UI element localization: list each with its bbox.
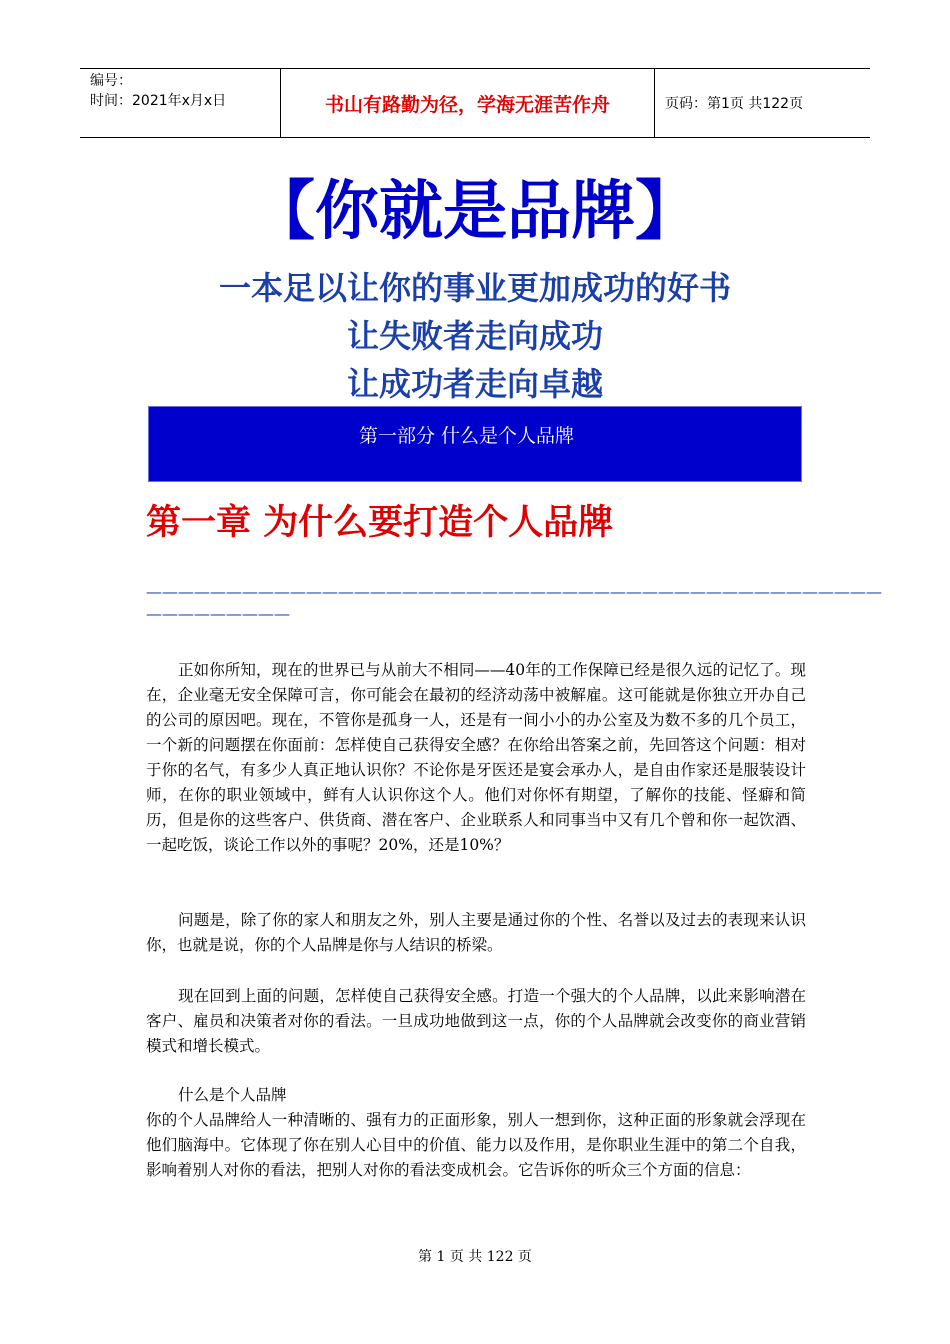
paragraph-2: [146, 908, 806, 958]
paragraph-1: [146, 658, 806, 858]
header-table: [80, 68, 870, 138]
paragraph-3: [146, 984, 806, 1059]
dashed-rule-1: ——————————————————————————————————————————————: [146, 582, 882, 601]
paragraph-4: [146, 1108, 806, 1183]
paragraph-4-text: 你的个人品牌给人一种清晰的、强有力的正面形象，别人一想到你，这种正面的形象就会浮现在他们脑海中。它体现了你在别人心目中的价值、能力以及作用，是你职业生涯中的第二个自我，影响着别人对你的看法，把别人对你的看法变成机会。它告诉你的听众三个方面的信息：: [146, 1111, 806, 1179]
part-banner-text: 第一部分 什么是个人品牌: [359, 425, 575, 447]
header-meta-cell: [80, 69, 281, 137]
subtitle-1: 一本足以让你的事业更加成功的好书: [218, 269, 731, 307]
dashed-rule-2: —————————: [146, 604, 290, 623]
subtitle-2: 让失败者走向成功: [346, 317, 603, 355]
serial-label: 编号：: [90, 73, 132, 89]
header-page-info: 页码：第1页 共122页: [665, 96, 804, 112]
section-heading: 什么是个人品牌: [178, 1086, 287, 1104]
chapter-title: 第一章 为什么要打造个人品牌: [146, 502, 614, 543]
part-banner: [148, 406, 802, 482]
document-title: 【你就是品牌】: [251, 175, 699, 249]
page-footer: 第 1 页 共 122 页: [418, 1249, 532, 1265]
header-motto: 书山有路勤为径，学海无涯苦作舟: [281, 69, 655, 137]
paragraph-3-text: 现在回到上面的问题，怎样使自己获得安全感。打造一个强大的个人品牌，以此来影响潜在客户、雇员和决策者对你的看法。一旦成功地做到这一点，你的个人品牌就会改变你的商业营销模式和增长模式。: [146, 987, 806, 1055]
paragraph-2-text: 问题是，除了你的家人和朋友之外，别人主要是通过你的个性、名誉以及过去的表现来认识你，也就是说，你的个人品牌是你与人结识的桥梁。: [146, 911, 806, 954]
paragraph-1-text: 正如你所知，现在的世界已与从前大不相同——40年的工作保障已经是很久远的记忆了。现在，企业毫无安全保障可言，你可能会在最初的经济动荡中被解雇。这可能就是你独立开办自己的公司的原因吧。现在，不管你是孤身一人，还是有一间小小的办公室及为数不多的几个员工，一个新的问题摆在你面前：怎样使自己获得安全感？在你给出答案之前，先回答这个问题：相对于你的名气，有多少人真正地认识你？不论你是牙医还是宴会承办人，是自由作家还是服装设计师，在你的职业领域中，鲜有人认识你这个人。他们对你怀有期望，了解你的技能、怪癖和简历，但是你的这些客户、供货商、潜在客户、企业联系人和同事当中又有几个曾和你一起饮酒、一起吃饭，谈论工作以外的事呢？20%，还是10%？: [146, 661, 806, 854]
time-label: 时间：2021年x月x日: [90, 93, 227, 109]
subtitle-3: 让成功者走向卓越: [346, 365, 603, 403]
